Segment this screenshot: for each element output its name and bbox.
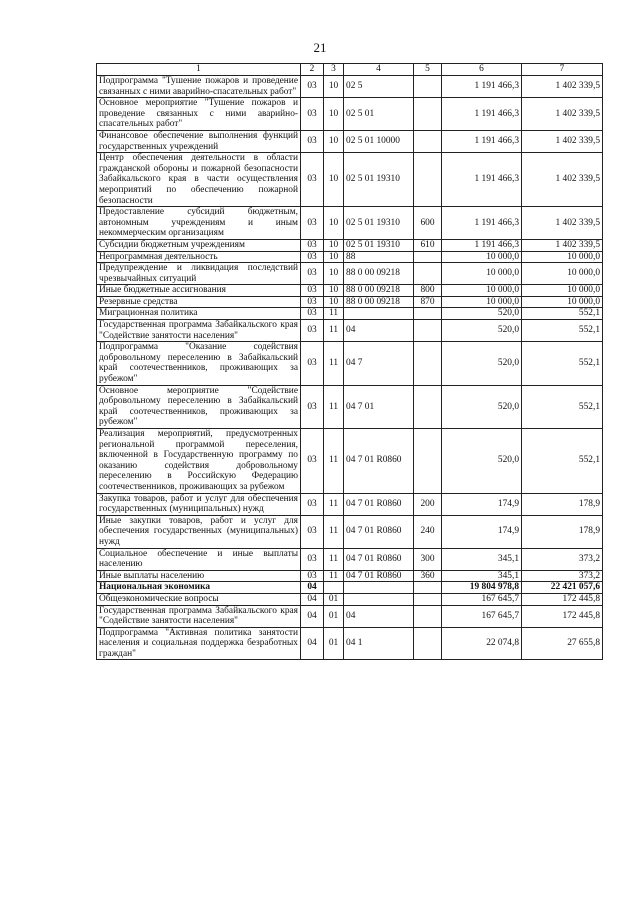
table-row: [97, 429, 603, 494]
expense-type-code: 870: [414, 296, 442, 308]
expense-type-code: [414, 627, 442, 660]
row-name: Национальная экономика: [97, 582, 301, 594]
section-code: 03: [301, 429, 324, 494]
amount-year-1: 167 645,7: [442, 605, 522, 627]
amount-year-1: 10 000,0: [442, 296, 522, 308]
expense-type-code: [414, 308, 442, 320]
table-row: [97, 207, 603, 240]
amount-year-1: 1 191 466,3: [442, 153, 522, 207]
amount-year-2: 10 000,0: [522, 263, 603, 285]
table-row: [97, 153, 603, 207]
table-row: [97, 76, 603, 98]
row-name: Иные бюджетные ассигнования: [97, 285, 301, 297]
row-name: Иные закупки товаров, работ и услуг для обеспечения государственных (муниципальных) нужд: [97, 515, 301, 548]
section-code: 03: [301, 251, 324, 263]
expense-type-code: 610: [414, 239, 442, 251]
table-row: [97, 570, 603, 582]
expense-type-code: 200: [414, 493, 442, 515]
amount-year-2: 1 402 339,5: [522, 239, 603, 251]
row-name: Государственная программа Забайкальского края "Содействие занятости населения": [97, 320, 301, 342]
table-row: [97, 342, 603, 385]
table-row: [97, 515, 603, 548]
amount-year-1: 167 645,7: [442, 593, 522, 605]
subsection-code: 01: [324, 593, 344, 605]
expense-type-code: [414, 429, 442, 494]
target-article-code: 88 0 00 09218: [344, 296, 414, 308]
expense-type-code: [414, 251, 442, 263]
subsection-code: 11: [324, 320, 344, 342]
subsection-code: 11: [324, 342, 344, 385]
subsection-code: 10: [324, 207, 344, 240]
amount-year-2: 172 445,8: [522, 593, 603, 605]
table-row: [97, 493, 603, 515]
amount-year-2: 373,2: [522, 548, 603, 570]
amount-year-1: 1 191 466,3: [442, 239, 522, 251]
row-name: Закупка товаров, работ и услуг для обеспечения государственных (муниципальных) нужд: [97, 493, 301, 515]
amount-year-1: 520,0: [442, 342, 522, 385]
section-code: 04: [301, 593, 324, 605]
expense-type-code: [414, 263, 442, 285]
row-name: Предоставление субсидий бюджетным, автономным учреждениям и иным некоммерческим организациям: [97, 207, 301, 240]
header-cell: 3: [324, 64, 344, 76]
amount-year-2: 1 402 339,5: [522, 76, 603, 98]
subsection-code: 10: [324, 98, 344, 131]
section-code: 04: [301, 582, 324, 594]
row-name: Подпрограмма "Тушение пожаров и проведение связанных с ними аварийно-спасательных работ": [97, 76, 301, 98]
table-row: [97, 548, 603, 570]
amount-year-2: 373,2: [522, 570, 603, 582]
section-code: 04: [301, 605, 324, 627]
amount-year-2: 27 655,8: [522, 627, 603, 660]
amount-year-2: 1 402 339,5: [522, 130, 603, 152]
subsection-code: 10: [324, 76, 344, 98]
amount-year-2: 1 402 339,5: [522, 207, 603, 240]
amount-year-2: 178,9: [522, 493, 603, 515]
subsection-code: 10: [324, 153, 344, 207]
page-number: 21: [313, 40, 327, 55]
subsection-code: 01: [324, 627, 344, 660]
amount-year-1: 1 191 466,3: [442, 207, 522, 240]
table-row: [97, 385, 603, 428]
section-code: 03: [301, 493, 324, 515]
amount-year-1: 22 074,8: [442, 627, 522, 660]
section-code: 03: [301, 130, 324, 152]
budget-table: [96, 63, 603, 660]
target-article-code: 04 7 01 R0860: [344, 570, 414, 582]
section-code: 03: [301, 263, 324, 285]
row-name: Центр обеспечения деятельности в области гражданской обороны и пожарной безопасности Забайкальского края в части осуществления мероприятий по обеспечению пожарной безопасности: [97, 153, 301, 207]
table-row: [97, 285, 603, 297]
section-code: 03: [301, 342, 324, 385]
table-row: [97, 130, 603, 152]
target-article-code: 02 5: [344, 76, 414, 98]
header-cell: 1: [97, 64, 301, 76]
amount-year-1: 520,0: [442, 385, 522, 428]
expense-type-code: [414, 320, 442, 342]
row-name: Основное мероприятие "Тушение пожаров и проведение связанных с ними аварийно-спасательных работ": [97, 98, 301, 131]
row-name: Реализация мероприятий, предусмотренных региональной программой переселения, включенной в Государственную программу по оказанию содействия добровольному переселению в Российскую Федерацию соотечественников, проживающих за рубежом: [97, 429, 301, 494]
row-name: Подпрограмма "Оказание содействия добровольному переселению в Забайкальский край соотечественников, проживающих за рубежом": [97, 342, 301, 385]
subsection-code: 10: [324, 251, 344, 263]
target-article-code: 04 7: [344, 342, 414, 385]
section-code: 04: [301, 627, 324, 660]
table-row: [97, 98, 603, 131]
amount-year-2: 172 445,8: [522, 605, 603, 627]
row-name: Финансовое обеспечение выполнения функций государственных учреждений: [97, 130, 301, 152]
amount-year-2: 10 000,0: [522, 285, 603, 297]
row-name: Общеэкономические вопросы: [97, 593, 301, 605]
amount-year-2: 1 402 339,5: [522, 98, 603, 131]
amount-year-1: 174,9: [442, 493, 522, 515]
row-name: Субсидии бюджетным учреждениям: [97, 239, 301, 251]
header-cell: 4: [344, 64, 414, 76]
target-article-code: 02 5 01 19310: [344, 239, 414, 251]
header-cell: 2: [301, 64, 324, 76]
target-article-code: [344, 593, 414, 605]
expense-type-code: [414, 153, 442, 207]
target-article-code: 02 5 01 19310: [344, 153, 414, 207]
target-article-code: 04: [344, 320, 414, 342]
amount-year-1: 1 191 466,3: [442, 76, 522, 98]
amount-year-2: 178,9: [522, 515, 603, 548]
amount-year-1: 10 000,0: [442, 263, 522, 285]
target-article-code: 04 1: [344, 627, 414, 660]
amount-year-1: 345,1: [442, 548, 522, 570]
header-cell: 7: [522, 64, 603, 76]
section-code: 03: [301, 570, 324, 582]
amount-year-1: 19 804 978,8: [442, 582, 522, 594]
subsection-code: 11: [324, 570, 344, 582]
amount-year-1: 10 000,0: [442, 285, 522, 297]
subsection-code: 11: [324, 429, 344, 494]
subsection-code: 11: [324, 308, 344, 320]
table-row: [97, 239, 603, 251]
section-code: 03: [301, 320, 324, 342]
subsection-code: 10: [324, 130, 344, 152]
amount-year-2: 552,1: [522, 385, 603, 428]
target-article-code: 04: [344, 605, 414, 627]
target-article-code: [344, 308, 414, 320]
table-row: [97, 627, 603, 660]
amount-year-1: 520,0: [442, 308, 522, 320]
amount-year-1: 520,0: [442, 429, 522, 494]
section-code: 03: [301, 385, 324, 428]
row-name: Основное мероприятие "Содействие добровольному переселению в Забайкальский край соотечественников, проживающих за рубежом": [97, 385, 301, 428]
table-header-row: [97, 64, 603, 76]
expense-type-code: [414, 76, 442, 98]
header-cell: 5: [414, 64, 442, 76]
section-code: 03: [301, 285, 324, 297]
target-article-code: 88 0 00 09218: [344, 263, 414, 285]
table-row: [97, 605, 603, 627]
target-article-code: 04 7 01 R0860: [344, 429, 414, 494]
row-name: Иные выплаты населению: [97, 570, 301, 582]
target-article-code: 02 5 01: [344, 98, 414, 131]
expense-type-code: [414, 130, 442, 152]
section-code: 03: [301, 515, 324, 548]
table-row: [97, 263, 603, 285]
table-row: [97, 308, 603, 320]
target-article-code: 04 7 01: [344, 385, 414, 428]
table-row: [97, 582, 603, 594]
amount-year-1: 10 000,0: [442, 251, 522, 263]
amount-year-2: 552,1: [522, 308, 603, 320]
expense-type-code: 240: [414, 515, 442, 548]
row-name: Непрограммная деятельность: [97, 251, 301, 263]
subsection-code: 11: [324, 385, 344, 428]
section-code: 03: [301, 98, 324, 131]
expense-type-code: 600: [414, 207, 442, 240]
target-article-code: 88 0 00 09218: [344, 285, 414, 297]
expense-type-code: 300: [414, 548, 442, 570]
expense-type-code: [414, 593, 442, 605]
expense-type-code: 360: [414, 570, 442, 582]
subsection-code: 11: [324, 515, 344, 548]
subsection-code: 10: [324, 285, 344, 297]
section-code: 03: [301, 296, 324, 308]
amount-year-1: 1 191 466,3: [442, 98, 522, 131]
target-article-code: 04 7 01 R0860: [344, 548, 414, 570]
expense-type-code: 800: [414, 285, 442, 297]
section-code: 03: [301, 308, 324, 320]
target-article-code: 02 5 01 19310: [344, 207, 414, 240]
section-code: 03: [301, 239, 324, 251]
target-article-code: [344, 582, 414, 594]
expense-type-code: [414, 605, 442, 627]
amount-year-2: 10 000,0: [522, 251, 603, 263]
section-code: 03: [301, 76, 324, 98]
target-article-code: 04 7 01 R0860: [344, 493, 414, 515]
target-article-code: 88: [344, 251, 414, 263]
subsection-code: [324, 582, 344, 594]
target-article-code: 04 7 01 R0860: [344, 515, 414, 548]
subsection-code: 10: [324, 239, 344, 251]
section-code: 03: [301, 153, 324, 207]
amount-year-2: 552,1: [522, 320, 603, 342]
header-cell: 6: [442, 64, 522, 76]
row-name: Государственная программа Забайкальского края "Содействие занятости населения": [97, 605, 301, 627]
expense-type-code: [414, 342, 442, 385]
subsection-code: 01: [324, 605, 344, 627]
amount-year-2: 1 402 339,5: [522, 153, 603, 207]
expense-type-code: [414, 582, 442, 594]
amount-year-2: 552,1: [522, 342, 603, 385]
amount-year-1: 345,1: [442, 570, 522, 582]
table-row: [97, 251, 603, 263]
subsection-code: 11: [324, 548, 344, 570]
amount-year-1: 1 191 466,3: [442, 130, 522, 152]
subsection-code: 10: [324, 296, 344, 308]
row-name: Предупреждение и ликвидация последствий чрезвычайных ситуаций: [97, 263, 301, 285]
amount-year-1: 174,9: [442, 515, 522, 548]
expense-type-code: [414, 98, 442, 131]
row-name: Подпрограмма "Активная политика занятости населения и социальная поддержка безработных граждан": [97, 627, 301, 660]
subsection-code: 10: [324, 263, 344, 285]
row-name: Миграционная политика: [97, 308, 301, 320]
table-row: [97, 593, 603, 605]
subsection-code: 11: [324, 493, 344, 515]
table-row: [97, 296, 603, 308]
table-row: [97, 320, 603, 342]
amount-year-2: 22 421 057,6: [522, 582, 603, 594]
amount-year-2: 552,1: [522, 429, 603, 494]
section-code: 03: [301, 207, 324, 240]
section-code: 03: [301, 548, 324, 570]
expense-type-code: [414, 385, 442, 428]
row-name: Резервные средства: [97, 296, 301, 308]
amount-year-2: 10 000,0: [522, 296, 603, 308]
target-article-code: 02 5 01 10000: [344, 130, 414, 152]
amount-year-1: 520,0: [442, 320, 522, 342]
row-name: Социальное обеспечение и иные выплаты населению: [97, 548, 301, 570]
